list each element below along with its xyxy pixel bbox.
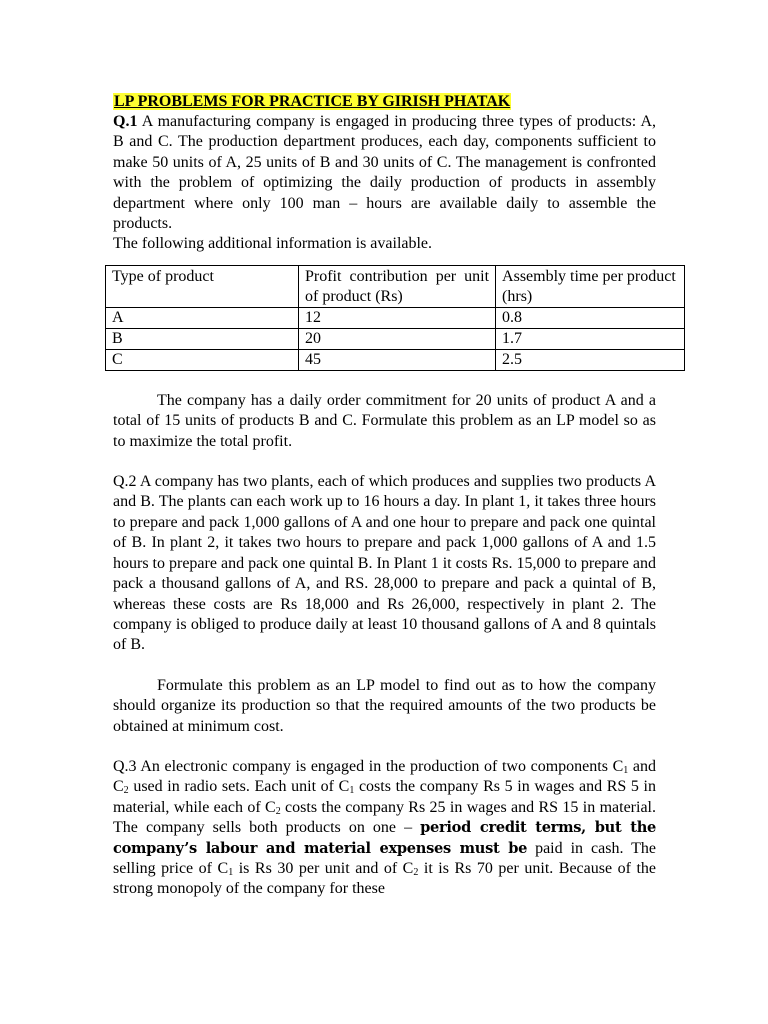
document-title: LP PROBLEMS FOR PRACTICE BY GIRISH PHATAK	[114, 93, 511, 110]
product-table	[105, 265, 685, 371]
q1-info: The following additional information is available.	[113, 235, 433, 253]
table-row	[106, 349, 685, 370]
header-type: Type of product	[106, 265, 299, 307]
cell-profit: 12	[299, 307, 496, 328]
q3-bold-text: period credit terms, but the company’s labour and material expenses must be	[113, 819, 656, 857]
table-header-row	[106, 265, 685, 307]
document-page	[112, 91, 676, 900]
q1-text: A manufacturing company is engaged in producing three types of products: A, B and C. The production department produces, each day, components sufficient to make 50 units of A, 25 units of B and 30 units of C. The management is confronted with the problem of optimizing the daily production of products in assembly department where only 100 man – hours are available daily to assemble the products.	[113, 113, 656, 233]
q3-text: costs the company Rs 5 in wages and RS 5 in material, while each of C	[113, 778, 656, 816]
q3-text: Q.3 An electronic company is engaged in the production of two components C	[113, 757, 624, 775]
subscript: 2	[413, 866, 419, 878]
subscript: 1	[228, 866, 234, 878]
q3-paragraph	[113, 757, 656, 900]
q1-label: Q.1	[113, 113, 138, 130]
q2-paragraph: Q.2 A company has two plants, each of which produces and supplies two products A and B. The plants can each work up to 16 hours a day. In plant 1, it takes three hours to prepare and pack 1,000 gallons of A and one hour to prepare and pack one quintal of B. In plant 2, it takes two hours to prepare and pack 1,000 gallons of A and 1.5 hours to prepare and pack one quintal B. In Plant 1 it costs Rs. 15,000 to prepare and pack a thousand gallons of A, and RS. 28,000 to prepare and pack a quintal of B, whereas these costs are Rs 18,000 and Rs 26,000, respectively in plant 2. The company is obliged to produce daily at least 10 thousand gallons of A and 8 quintals of B.	[113, 473, 656, 654]
subscript: 1	[623, 764, 629, 776]
cell-time: 0.8	[496, 307, 685, 328]
spacer	[113, 452, 656, 472]
q3-text: and C	[113, 757, 656, 796]
subscript: 2	[123, 785, 129, 797]
cell-product: A	[106, 307, 299, 328]
q1-followup: The company has a daily order commitment for 20 units of product A and a total of 15 units of products B and C. Formulate this problem as an LP model so as to maximize the total profit.	[113, 391, 656, 450]
spacer	[113, 656, 656, 676]
subscript: 1	[349, 785, 355, 797]
q3-text: costs the company Rs 25 in wages and RS 15 in material. The company sells both products on one –	[113, 798, 656, 837]
header-assembly: Assembly time per product (hrs)	[496, 265, 685, 307]
spacer	[113, 255, 656, 265]
spacer	[113, 371, 656, 391]
title-line	[113, 91, 656, 112]
cell-time: 2.5	[496, 349, 685, 370]
q2-followup: Formulate this problem as an LP model to find out as to how the company should organize its production so that the required amounts of the two products be obtained at minimum cost.	[113, 676, 656, 735]
q3-text: it is Rs 70 per unit. Because of the strong monopoly of the company for these	[113, 859, 656, 898]
q3-text: paid in cash. The selling price of C	[113, 839, 656, 877]
q3-text: is Rs 30 per unit and of C	[233, 859, 414, 877]
cell-profit: 45	[299, 349, 496, 370]
cell-profit: 20	[299, 328, 496, 349]
table-row	[106, 307, 685, 328]
q3-text: used in radio sets. Each unit of C	[128, 778, 350, 796]
q1-paragraph	[113, 112, 656, 234]
subscript: 2	[275, 805, 281, 817]
spacer	[113, 737, 656, 757]
header-profit: Profit contribution per unit of product (Rs)	[299, 265, 496, 307]
cell-product: C	[106, 349, 299, 370]
cell-product: B	[106, 328, 299, 349]
cell-time: 1.7	[496, 328, 685, 349]
table-row	[106, 328, 685, 349]
